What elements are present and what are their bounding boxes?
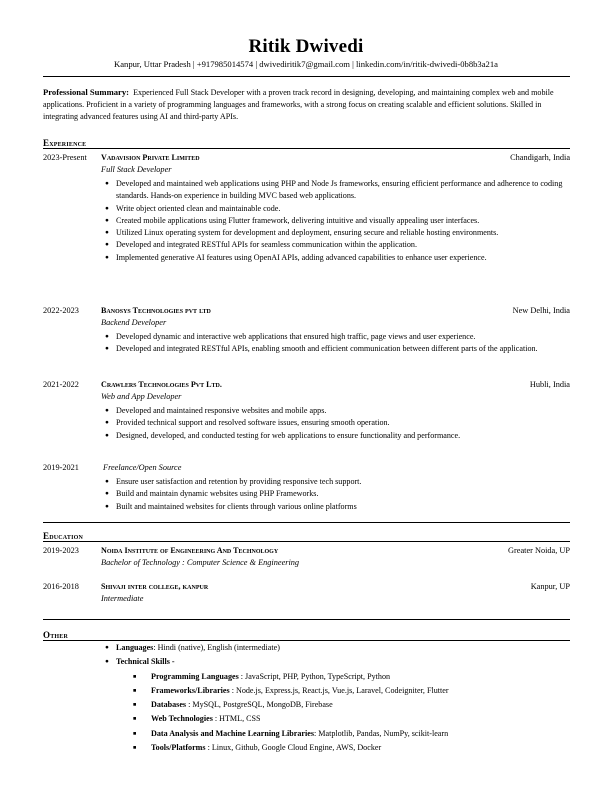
skill-item bbox=[103, 727, 569, 741]
job-date: 2021-2022 bbox=[43, 380, 79, 389]
education-degree: Intermediate bbox=[101, 594, 144, 603]
job-role: Freelance/Open Source bbox=[103, 463, 182, 472]
list-item: ● Designed, developed, and conducted testing for web applications to ensure functionality and performance. bbox=[103, 430, 569, 442]
languages-value: : Hindi (native), English (intermediate) bbox=[153, 643, 280, 652]
skill-label: Frameworks/Libraries bbox=[151, 685, 230, 695]
list-item: ● Ensure user satisfaction and retention by providing responsive tech support. bbox=[103, 476, 569, 488]
education-top-divider bbox=[43, 522, 570, 523]
education-divider bbox=[43, 541, 570, 542]
job-header bbox=[43, 306, 570, 318]
education-header bbox=[43, 582, 570, 594]
skill-label: Programming Languages bbox=[151, 671, 239, 681]
header-divider bbox=[43, 76, 570, 77]
summary-label: Professional Summary: bbox=[43, 87, 130, 97]
education-degree: Bachelor of Technology : Computer Science & Engineering bbox=[101, 558, 300, 567]
job-date: 2023-Present bbox=[43, 153, 87, 162]
other-list bbox=[103, 641, 569, 755]
job-location: New Delhi, India bbox=[512, 306, 570, 315]
list-item: ● Developed dynamic and interactive web applications that ensured high traffic, page views and user experience. bbox=[103, 331, 569, 343]
job-bullets bbox=[103, 476, 569, 513]
skill-value: : HTML, CSS bbox=[212, 714, 261, 724]
section-heading-experience: Experience bbox=[43, 138, 87, 148]
skill-value: : Linux, Github, Google Cloud Engine, AWS, Docker bbox=[205, 743, 382, 753]
languages-label: Languages bbox=[116, 643, 154, 652]
education-header bbox=[43, 546, 570, 558]
list-item: ● Developed and integrated RESTful APIs for seamless communication within the application. bbox=[103, 239, 569, 251]
list-item: ● Implemented generative AI features using OpenAI APIs, adding advanced capabilities to enhance user experience. bbox=[103, 252, 569, 264]
skill-item bbox=[103, 684, 569, 698]
technical-skills-item bbox=[103, 655, 569, 669]
job-company: Banosys Technologies pvt ltd bbox=[101, 306, 211, 315]
experience-divider bbox=[43, 148, 570, 149]
list-item: ● Created mobile applications using Flutter framework, delivering intuitive and visually appealing user interfaces. bbox=[103, 215, 569, 227]
job-company: Vadavision Private Limited bbox=[101, 153, 200, 162]
candidate-name: Ritik Dwivedi bbox=[248, 36, 364, 57]
skill-label: Tools/Platforms bbox=[151, 743, 206, 753]
job-date: 2022-2023 bbox=[43, 306, 79, 315]
list-item: ● Developed and maintained responsive websites and mobile apps. bbox=[103, 405, 569, 417]
job-bullets bbox=[103, 331, 569, 356]
list-item: ● Utilized Linux operating system for development and deployment, ensuring secure and reliable hosting environments. bbox=[103, 227, 569, 239]
section-heading-education: Education bbox=[43, 531, 84, 541]
list-item: ● Developed and integrated RESTful APIs, enabling smooth and efficient communication between different parts of the application. bbox=[103, 343, 569, 355]
skill-item bbox=[103, 698, 569, 712]
list-item: ● Build and maintain dynamic websites using PHP Frameworks. bbox=[103, 488, 569, 500]
job-date: 2019-2021 bbox=[43, 463, 79, 472]
skill-value: : JavaScript, PHP, Python, TypeScript, Python bbox=[238, 671, 391, 681]
education-location: Kanpur, UP bbox=[530, 582, 570, 591]
list-item: ● Developed and maintained web applications using PHP and Node Js frameworks, ensuring efficient performance and adherence to coding standards. Hands-on experience in building MVC based web applications. bbox=[103, 178, 569, 203]
education-institution: Noida Institute of Engineering And Technology bbox=[101, 546, 279, 555]
job-header bbox=[43, 380, 570, 392]
job-role: Backend Developer bbox=[101, 318, 167, 327]
job-role: Web and App Developer bbox=[101, 392, 182, 401]
job-role: Full Stack Developer bbox=[101, 165, 172, 174]
skill-item bbox=[103, 712, 569, 726]
education-location: Greater Noida, UP bbox=[508, 546, 570, 555]
education-date: 2016-2018 bbox=[43, 582, 79, 591]
job-bullets bbox=[103, 405, 569, 442]
technical-skills-label: Technical Skills - bbox=[116, 657, 175, 667]
job-bullets bbox=[103, 178, 569, 264]
list-item: ● Built and maintained websites for clients through various online platforms bbox=[103, 501, 569, 513]
languages-item bbox=[103, 641, 569, 655]
skill-label: Web Technologies bbox=[151, 714, 213, 724]
skill-item bbox=[103, 741, 569, 755]
skill-item bbox=[103, 670, 569, 684]
section-heading-other: Other bbox=[43, 630, 69, 640]
education-date: 2019-2023 bbox=[43, 546, 79, 555]
education-institution: Shivaji inter college, kanpur bbox=[101, 582, 209, 591]
skill-value: : Matplotlib, Pandas, NumPy, scikit-learn bbox=[314, 728, 449, 738]
summary-text: Experienced Full Stack Developer with a proven track record in designing, developing, and maintaining complex web and mobile applications. Proficient in a variety of programming languages and frameworks, with a strong focus on creating scalable and efficient solutions. Skilled in integrating advanced features using AI and third-party APIs. bbox=[43, 88, 554, 122]
other-top-divider bbox=[43, 619, 570, 620]
job-header bbox=[43, 153, 570, 165]
skill-label: Databases bbox=[151, 700, 187, 710]
professional-summary bbox=[43, 86, 570, 124]
list-item: ● Write object oriented clean and maintainable code. bbox=[103, 203, 569, 215]
skill-value: : Node.js, Express.js, React.js, Vue.js, Laravel, Codeigniter, Flutter bbox=[229, 685, 449, 695]
job-location: Chandigarh, India bbox=[510, 153, 570, 162]
list-item: ● Provided technical support and resolved software issues, ensuring smooth operation. bbox=[103, 417, 569, 429]
skill-label: Data Analysis and Machine Learning Libraries bbox=[151, 728, 315, 738]
job-company: Crawlers Technologies Pvt Ltd. bbox=[101, 380, 222, 389]
contact-line: Kanpur, Uttar Pradesh | +917985014574 | dwivediritik7@gmail.com | linkedin.com/in/ritik-dwivedi-0b8b3a21a bbox=[114, 59, 498, 69]
job-location: Hubli, India bbox=[529, 380, 570, 389]
skill-value: : MySQL, PostgreSQL, MongoDB, Firebase bbox=[186, 700, 333, 710]
